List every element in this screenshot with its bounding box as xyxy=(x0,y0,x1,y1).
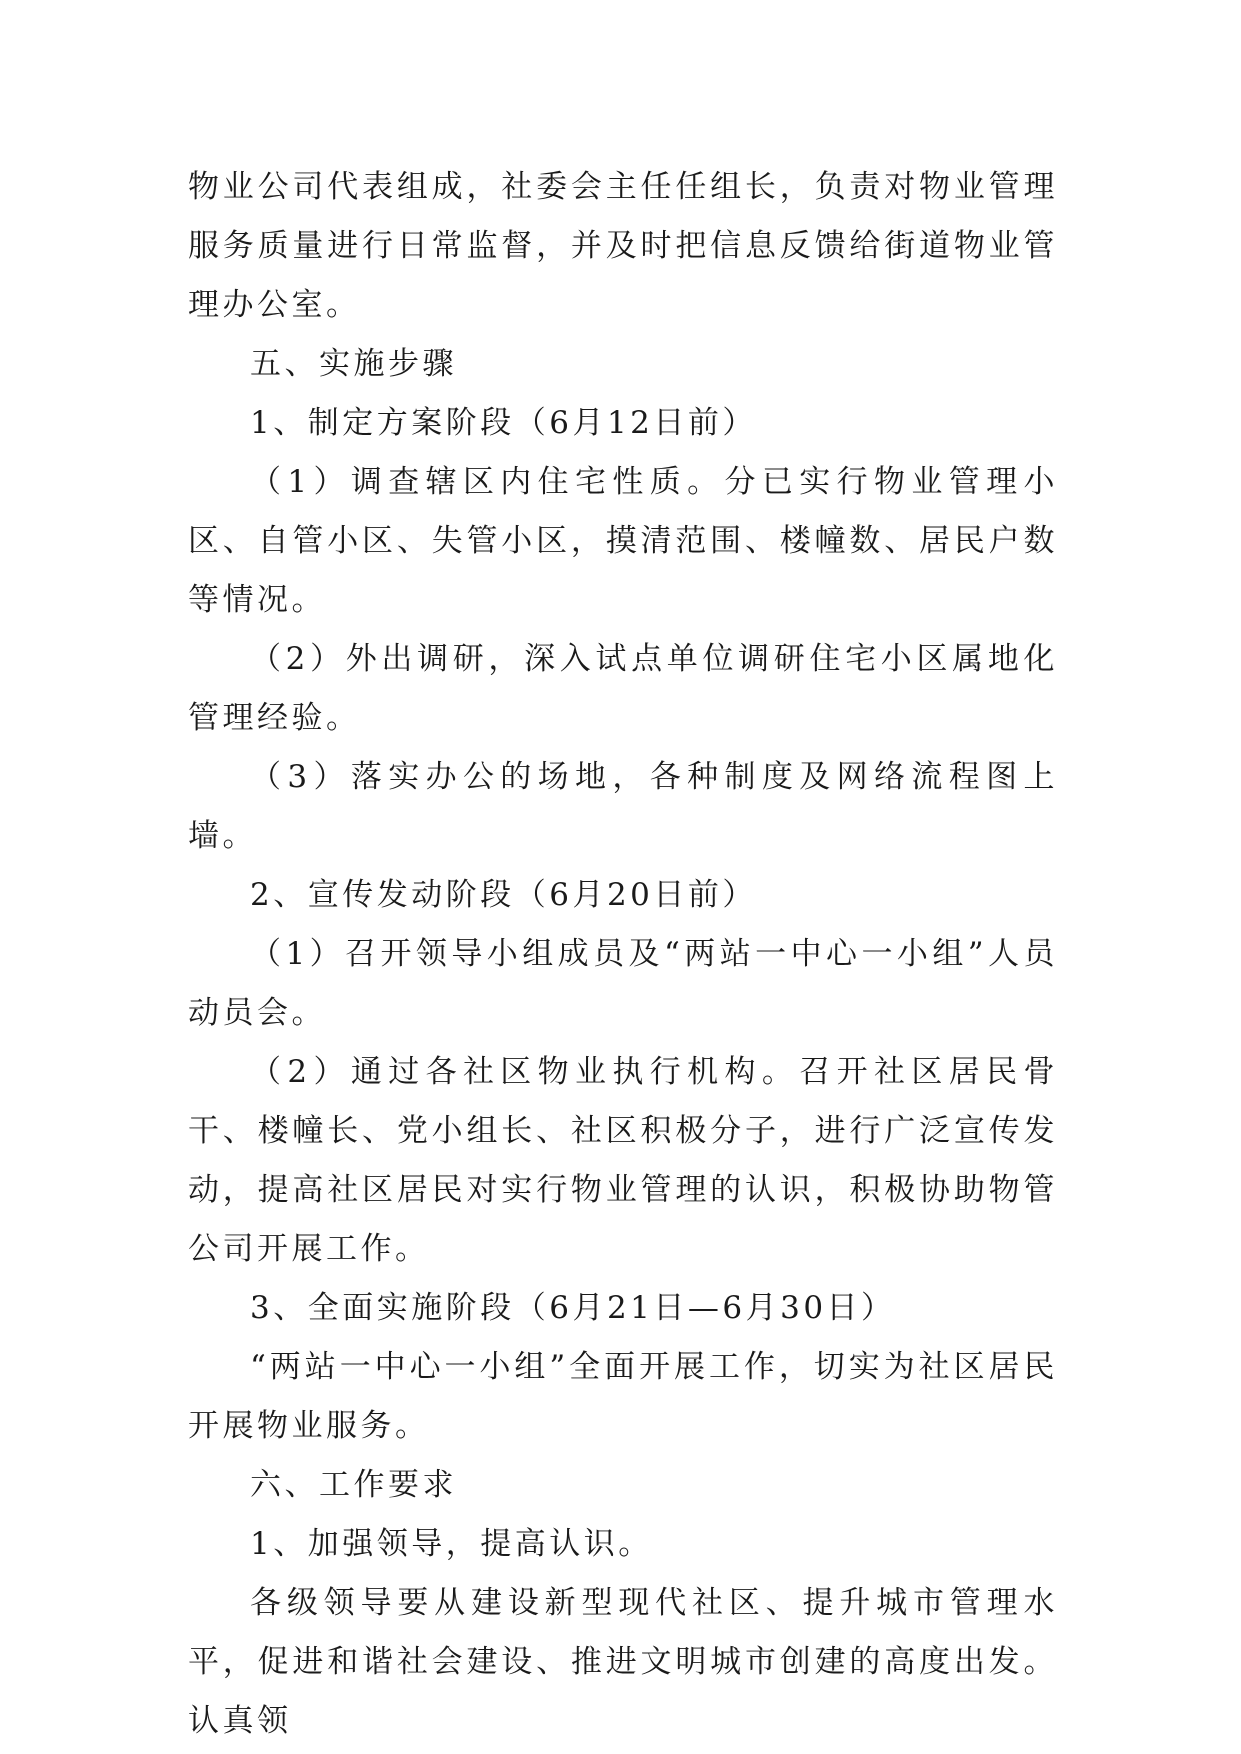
document-body xyxy=(188,158,1058,1751)
heading-work-requirements: 六、工作要求 xyxy=(250,1467,457,1503)
paragraph-office-setup: （3）落实办公的场地，各种制度及网络流程图上墙。 xyxy=(188,759,1058,854)
paragraph-committee: 物业公司代表组成，社委会主任任组长，负责对物业管理服务质量进行日常监督，并及时把信息反馈给街道物业管理办公室。 xyxy=(188,169,1058,323)
paragraph-mobilization-meeting: （1）召开领导小组成员及“两站一中心一小组”人员动员会。 xyxy=(188,936,1058,1031)
paragraph-community-publicity: （2）通过各社区物业执行机构。召开社区居民骨干、楼幢长、党小组长、社区积极分子，进行广泛宣传发动，提高社区居民对实行物业管理的认识，积极协助物管公司开展工作。 xyxy=(188,1054,1058,1267)
paragraph-survey: （1）调查辖区内住宅性质。分已实行物业管理小区、自管小区、失管小区，摸清范围、楼幢数、居民户数等情况。 xyxy=(188,464,1058,618)
subheading-leadership: 1、加强领导，提高认识。 xyxy=(250,1526,653,1562)
heading-implementation-steps: 五、实施步骤 xyxy=(250,346,457,382)
subheading-publicity-stage: 2、宣传发动阶段（6月20日前） xyxy=(250,877,757,913)
paragraph-full-service: “两站一中心一小组”全面开展工作，切实为社区居民开展物业服务。 xyxy=(188,1349,1058,1444)
paragraph-research: （2）外出调研，深入试点单位调研住宅小区属地化管理经验。 xyxy=(188,641,1058,736)
subheading-planning-stage: 1、制定方案阶段（6月12日前） xyxy=(250,405,757,441)
paragraph-leadership: 各级领导要从建设新型现代社区、提升城市管理水平，促进和谐社会建设、推进文明城市创建的高度出发。认真领 xyxy=(188,1585,1058,1739)
subheading-full-implementation: 3、全面实施阶段（6月21日—6月30日） xyxy=(250,1290,896,1326)
